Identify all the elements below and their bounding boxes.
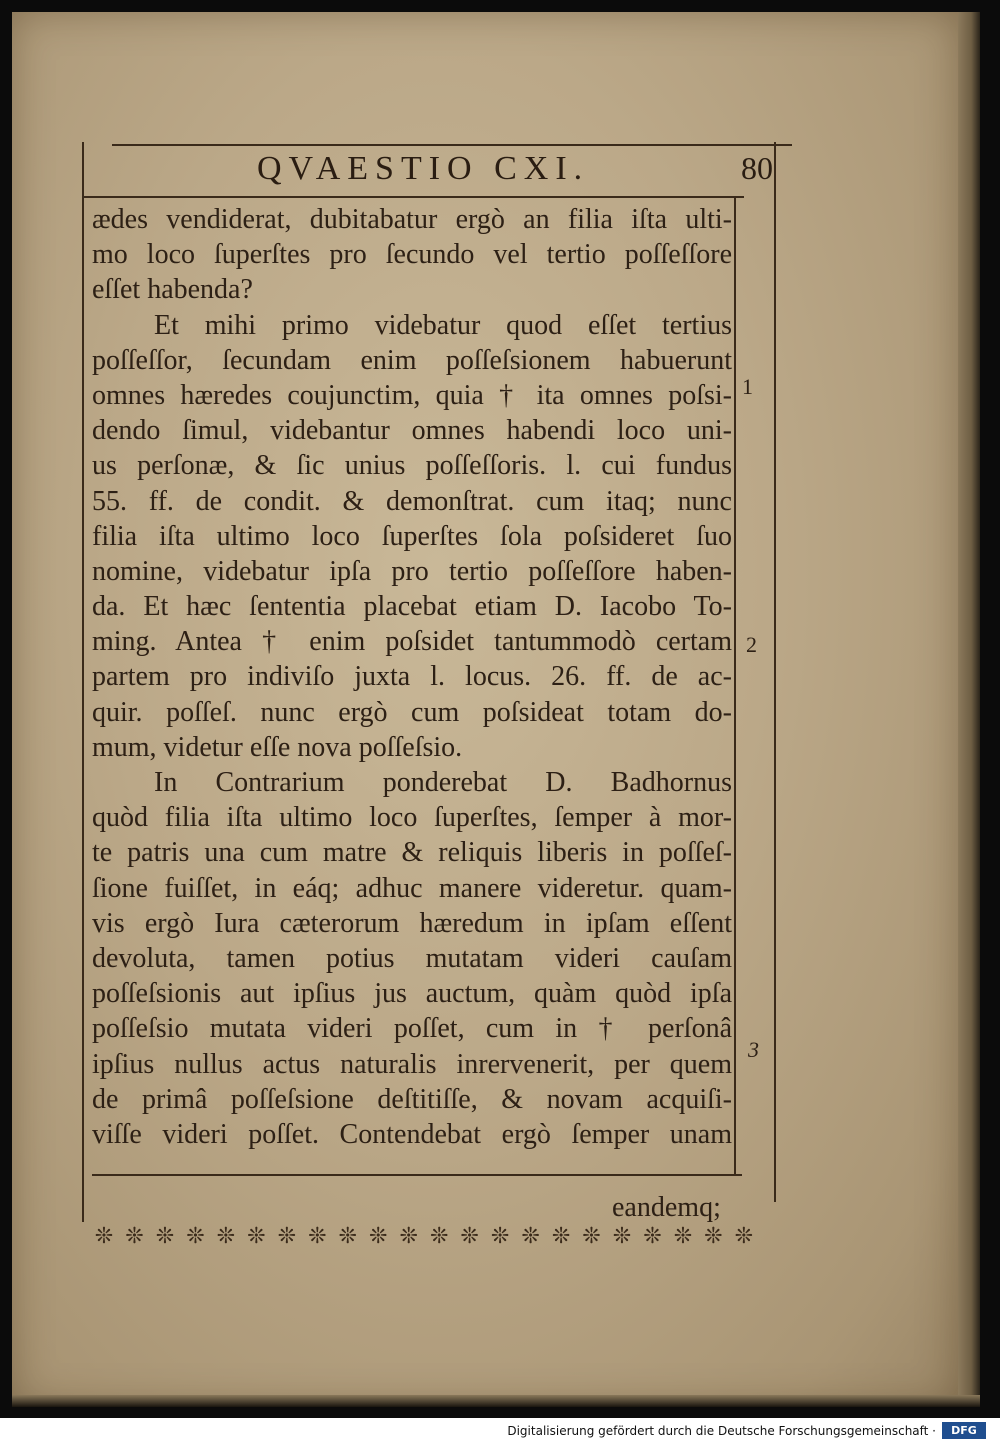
footer-credit: Digitalisierung gefördert durch die Deutsche Forschungsgemeinschaft · (507, 1424, 936, 1438)
ornament-icon: ❊ (429, 1223, 449, 1249)
text-line: de primâ poſſeſsione deſtitiſſe, & novam acquiſi- (92, 1083, 732, 1115)
ornament-icon: ❊ (612, 1223, 632, 1249)
text-line: nomine, videbatur ipſa pro tertio poſſeſſore haben- (92, 555, 732, 587)
right-text-rule (734, 196, 736, 1176)
marginal-note-number: 2 (746, 632, 757, 657)
ornament-icon: ❊ (490, 1223, 510, 1249)
ornament-icon: ❊ (216, 1223, 236, 1249)
bottom-rule (92, 1174, 742, 1176)
head-rule (84, 196, 744, 198)
text-line: mo loco ſuperſtes pro ſecundo vel tertio poſſeſſore (92, 239, 732, 271)
ornament-icon: ❊ (643, 1223, 662, 1249)
ornament-icon: ❊ (734, 1223, 754, 1249)
ornament-border (90, 1222, 758, 1250)
ornament-icon: ❊ (277, 1223, 297, 1249)
top-rule (112, 144, 792, 146)
text-line: mum, videtur eſſe nova poſſeſsio. (92, 731, 463, 763)
left-rule (82, 142, 84, 1222)
text-line: poſſeſsio mutata videri poſſet, cum in † perſonâ (92, 1013, 732, 1045)
text-line: vis ergò Iura cæterorum hæredum in ipſam eſſent (92, 907, 732, 939)
ornament-icon: ❊ (155, 1223, 175, 1249)
page-edge (958, 12, 980, 1407)
ornament-icon: ❊ (186, 1223, 205, 1249)
dfg-logo-icon[interactable]: DFG (942, 1422, 986, 1439)
ornament-icon: ❊ (673, 1223, 693, 1249)
text-line: 55. ff. de condit. & demonſtrat. cum itaq; nunc (92, 485, 732, 517)
text-line: partem pro indiviſo juxta l. locus. 26. ff. de ac- (92, 661, 732, 693)
text-line: poſſeſſor, ſecundam enim poſſeſsionem habuerunt (92, 344, 732, 376)
right-margin-rule (774, 142, 776, 1202)
text-line: quòd filia iſta ultimo loco ſuperſtes, ſemper à mor- (92, 802, 732, 834)
running-title: QVAESTIO CXI. (257, 150, 590, 187)
text-line: omnes hæredes coujunctim, quia † ita omnes poſsi- (92, 379, 732, 411)
ornament-icon: ❊ (338, 1223, 357, 1249)
ornament-icon: ❊ (551, 1223, 571, 1249)
ornament-icon: ❊ (704, 1223, 723, 1249)
text-line: Et mihi primo videbatur quod eſſet tertius (154, 309, 732, 341)
text-line: devoluta, tamen potius mutatam videri cauſam (92, 942, 732, 974)
ornament-icon: ❊ (582, 1223, 601, 1249)
ornament-icon: ❊ (460, 1223, 479, 1249)
ornament-icon: ❊ (399, 1223, 418, 1249)
text-line: ſione fuiſſet, in eáq; adhuc manere videretur. quam- (92, 872, 732, 904)
text-line: us perſonæ, & ſic unius poſſeſſoris. l. cui fundus (92, 450, 732, 482)
page-bottom-shadow (12, 1395, 980, 1407)
body-text (92, 202, 732, 1152)
ornament-icon: ❊ (521, 1223, 540, 1249)
ornament-icon: ❊ (94, 1223, 114, 1249)
text-line: filia iſta ultimo loco ſuperſtes ſola poſsideret ſuo (92, 520, 732, 552)
marginal-note-number: 1 (742, 374, 753, 399)
text-line: dendo ſimul, videbantur omnes habendi loco uni- (92, 415, 732, 447)
text-line: eſſet habenda? (92, 274, 253, 306)
text-line: In Contrarium ponderebat D. Badhornus (154, 767, 732, 798)
ornament-icon: ❊ (125, 1223, 144, 1249)
text-line: ipſius nullus actus naturalis inrervenerit, per quem (92, 1048, 732, 1080)
ornament-icon: ❊ (369, 1223, 388, 1249)
text-line: viſſe videri poſſet. Contendebat ergò ſemper unam (92, 1118, 732, 1150)
page-number: 80 (741, 150, 773, 186)
ornament-icon: ❊ (308, 1223, 327, 1249)
marginal-note-number: 3 (748, 1037, 759, 1062)
text-line: ming. Antea † enim poſsidet tantummodò certam (92, 626, 732, 658)
book-page (12, 12, 958, 1407)
catchword: eandemq; (612, 1192, 721, 1223)
text-line: ædes vendiderat, dubitabatur ergò an filia iſta ulti- (92, 204, 732, 235)
text-line: quir. poſſeſ. nunc ergò cum poſsideat totam do- (92, 696, 732, 728)
ornament-icon: ❊ (247, 1223, 266, 1249)
text-line: da. Et hæc ſententia placebat etiam D. Iacobo To- (92, 591, 732, 623)
text-line: poſſeſsionis aut ipſius jus auctum, quàm quòd ipſa (92, 978, 732, 1010)
running-head (12, 150, 958, 194)
text-line: te patris una cum matre & reliquis liberis in poſſeſ- (92, 837, 732, 869)
